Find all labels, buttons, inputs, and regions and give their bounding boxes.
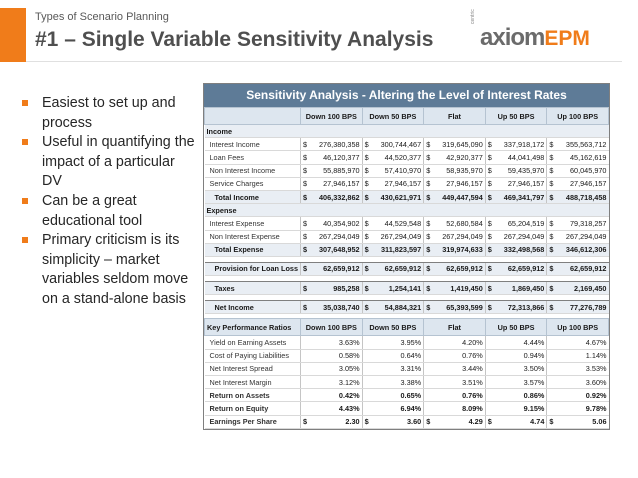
value-cell: 58,935,970	[432, 164, 486, 177]
value-cell: 3.44%	[432, 362, 486, 375]
currency-symbol	[547, 336, 555, 349]
currency-symbol: $	[424, 151, 432, 164]
value-cell: 62,659,912	[555, 262, 609, 275]
currency-symbol: $	[301, 282, 309, 295]
column-header: Flat	[424, 319, 486, 336]
currency-symbol: $	[485, 138, 493, 151]
value-cell: 3.31%	[370, 362, 424, 375]
currency-symbol: $	[362, 190, 370, 203]
currency-symbol: $	[301, 138, 309, 151]
column-header: Key Performance Ratios	[205, 319, 301, 336]
logo-wordmark	[480, 24, 590, 52]
currency-symbol: $	[547, 262, 555, 275]
column-header	[205, 108, 301, 125]
currency-symbol	[362, 349, 370, 362]
value-cell: 62,659,912	[309, 262, 363, 275]
table-row	[205, 282, 609, 295]
table-row	[205, 243, 609, 256]
value-cell: 406,332,862	[309, 190, 363, 203]
value-cell: 3.51%	[432, 376, 486, 389]
table-row	[205, 190, 609, 203]
value-cell: 57,410,970	[370, 164, 424, 177]
value-cell: 27,946,157	[555, 177, 609, 190]
currency-symbol	[301, 376, 309, 389]
section-label: Expense	[205, 204, 609, 217]
value-cell: 346,612,306	[555, 243, 609, 256]
currency-symbol: $	[485, 262, 493, 275]
currency-symbol	[301, 402, 309, 415]
section-row	[205, 125, 609, 138]
currency-symbol: $	[301, 301, 309, 314]
value-cell: 3.60	[370, 415, 424, 428]
value-cell: 3.50%	[493, 362, 547, 375]
column-header: Up 100 BPS	[547, 108, 609, 125]
value-cell: 9.78%	[555, 402, 609, 415]
value-cell: 65,204,519	[493, 217, 547, 230]
logo-suffix: EPM	[544, 27, 590, 50]
bullet-text: Primary criticism is its simplicity – market variables seldom move on a stand-alone basis	[42, 232, 189, 307]
currency-symbol: $	[547, 177, 555, 190]
slide-title: #1 – Single Variable Sensitivity Analysis	[35, 28, 434, 51]
currency-symbol: $	[362, 151, 370, 164]
value-cell: 985,258	[309, 282, 363, 295]
currency-symbol: $	[362, 282, 370, 295]
row-label: Return on Equity	[205, 402, 301, 415]
currency-symbol: $	[485, 217, 493, 230]
table-row	[205, 402, 609, 415]
value-cell: 1.14%	[555, 349, 609, 362]
table-row	[205, 376, 609, 389]
bullet-marker-icon	[22, 198, 28, 204]
table-row	[205, 164, 609, 177]
currency-symbol: $	[301, 415, 309, 428]
bullet-text: Can be a great educational tool	[42, 192, 143, 229]
value-cell: 40,354,902	[309, 217, 363, 230]
value-cell: 62,659,912	[370, 262, 424, 275]
table-row	[205, 389, 609, 402]
currency-symbol: $	[362, 262, 370, 275]
value-cell: 4.43%	[309, 402, 363, 415]
currency-symbol: $	[424, 262, 432, 275]
value-cell: 0.94%	[493, 349, 547, 362]
value-cell: 3.38%	[370, 376, 424, 389]
currency-symbol: $	[547, 190, 555, 203]
value-cell: 44,041,498	[493, 151, 547, 164]
table-header-row	[205, 108, 609, 125]
currency-symbol: $	[362, 217, 370, 230]
column-header: Down 50 BPS	[362, 319, 424, 336]
currency-symbol	[301, 336, 309, 349]
currency-symbol: $	[485, 282, 493, 295]
currency-symbol: $	[547, 164, 555, 177]
table-row	[205, 177, 609, 190]
bullet-marker-icon	[22, 100, 28, 106]
currency-symbol	[485, 402, 493, 415]
value-cell: 337,918,172	[493, 138, 547, 151]
currency-symbol	[424, 402, 432, 415]
value-cell: 45,162,619	[555, 151, 609, 164]
currency-symbol: $	[547, 415, 555, 428]
currency-symbol	[485, 349, 493, 362]
value-cell: 27,946,157	[309, 177, 363, 190]
value-cell: 355,563,712	[555, 138, 609, 151]
currency-symbol	[362, 362, 370, 375]
table-row	[205, 217, 609, 230]
row-label: Non Interest Income	[205, 164, 301, 177]
value-cell: 449,447,594	[432, 190, 486, 203]
value-cell: 267,294,049	[370, 230, 424, 243]
currency-symbol	[424, 336, 432, 349]
currency-symbol: $	[547, 282, 555, 295]
currency-symbol: $	[362, 138, 370, 151]
currency-symbol	[547, 349, 555, 362]
bullet-text: Easiest to set up and process	[42, 95, 176, 131]
value-cell: 3.53%	[555, 362, 609, 375]
value-cell: 488,718,458	[555, 190, 609, 203]
currency-symbol: $	[485, 415, 493, 428]
currency-symbol: $	[485, 164, 493, 177]
currency-symbol	[547, 389, 555, 402]
currency-symbol: $	[301, 262, 309, 275]
row-label: Service Charges	[205, 177, 301, 190]
column-header: Down 50 BPS	[362, 108, 424, 125]
value-cell: 267,294,049	[432, 230, 486, 243]
currency-symbol	[301, 362, 309, 375]
value-cell: 3.12%	[309, 376, 363, 389]
column-header: Up 50 BPS	[485, 108, 547, 125]
column-header: Up 50 BPS	[485, 319, 547, 336]
value-cell: 62,659,912	[493, 262, 547, 275]
currency-symbol: $	[424, 230, 432, 243]
value-cell: 77,276,789	[555, 301, 609, 314]
logo-tag: centric	[470, 9, 476, 24]
table-row	[205, 138, 609, 151]
value-cell: 267,294,049	[309, 230, 363, 243]
value-cell: 79,318,257	[555, 217, 609, 230]
logo-word: axiom	[480, 24, 545, 51]
value-cell: 44,520,377	[370, 151, 424, 164]
row-label: Taxes	[205, 282, 301, 295]
currency-symbol: $	[424, 138, 432, 151]
currency-symbol: $	[301, 217, 309, 230]
row-label: Yield on Earning Assets	[205, 336, 301, 349]
value-cell: 307,648,952	[309, 243, 363, 256]
currency-symbol	[362, 402, 370, 415]
slide-subtitle: Types of Scenario Planning	[35, 11, 169, 23]
bullet-item	[18, 192, 196, 231]
row-label: Total Expense	[205, 243, 301, 256]
currency-symbol: $	[424, 177, 432, 190]
value-cell: 319,974,633	[432, 243, 486, 256]
currency-symbol: $	[424, 243, 432, 256]
table-row	[205, 336, 609, 349]
currency-symbol: $	[362, 301, 370, 314]
currency-symbol: $	[547, 230, 555, 243]
currency-symbol: $	[547, 301, 555, 314]
value-cell: 3.95%	[370, 336, 424, 349]
bullet-list	[18, 94, 196, 310]
kpi-table	[204, 318, 609, 428]
table-row	[205, 349, 609, 362]
value-cell: 0.58%	[309, 349, 363, 362]
table-row	[205, 151, 609, 164]
currency-symbol	[424, 362, 432, 375]
row-label: Loan Fees	[205, 151, 301, 164]
row-label: Net Interest Margin	[205, 376, 301, 389]
value-cell: 72,313,866	[493, 301, 547, 314]
value-cell: 9.15%	[493, 402, 547, 415]
currency-symbol: $	[547, 151, 555, 164]
bullet-text: Useful in quantifying the impact of a particular DV	[42, 134, 195, 190]
currency-symbol	[424, 349, 432, 362]
value-cell: 59,435,970	[493, 164, 547, 177]
column-header: Down 100 BPS	[301, 319, 363, 336]
column-header: Flat	[424, 108, 486, 125]
column-header: Down 100 BPS	[301, 108, 363, 125]
currency-symbol	[301, 349, 309, 362]
currency-symbol: $	[547, 217, 555, 230]
currency-symbol	[362, 336, 370, 349]
currency-symbol: $	[362, 164, 370, 177]
value-cell: 0.86%	[493, 389, 547, 402]
value-cell: 35,038,740	[309, 301, 363, 314]
value-cell: 0.76%	[432, 349, 486, 362]
value-cell: 4.44%	[493, 336, 547, 349]
row-label: Net Interest Spread	[205, 362, 301, 375]
value-cell: 430,621,971	[370, 190, 424, 203]
currency-symbol: $	[424, 282, 432, 295]
currency-symbol	[301, 389, 309, 402]
currency-symbol: $	[547, 138, 555, 151]
row-label: Non Interest Expense	[205, 230, 301, 243]
currency-symbol: $	[301, 243, 309, 256]
value-cell: 44,529,548	[370, 217, 424, 230]
currency-symbol	[485, 389, 493, 402]
currency-symbol: $	[301, 190, 309, 203]
table-row	[205, 230, 609, 243]
row-label: Interest Expense	[205, 217, 301, 230]
value-cell: 54,884,321	[370, 301, 424, 314]
table-row	[205, 262, 609, 275]
section-label: Income	[205, 125, 609, 138]
value-cell: 4.20%	[432, 336, 486, 349]
value-cell: 4.74	[493, 415, 547, 428]
currency-symbol: $	[424, 164, 432, 177]
currency-symbol: $	[301, 151, 309, 164]
accent-bar	[0, 8, 26, 62]
bullet-item	[18, 94, 196, 133]
row-label: Return on Assets	[205, 389, 301, 402]
currency-symbol	[362, 376, 370, 389]
value-cell: 1,254,141	[370, 282, 424, 295]
currency-symbol: $	[362, 230, 370, 243]
value-cell: 311,823,597	[370, 243, 424, 256]
currency-symbol	[485, 376, 493, 389]
currency-symbol: $	[485, 177, 493, 190]
value-cell: 1,869,450	[493, 282, 547, 295]
currency-symbol	[547, 376, 555, 389]
value-cell: 469,341,797	[493, 190, 547, 203]
value-cell: 0.64%	[370, 349, 424, 362]
row-label: Provision for Loan Loss	[205, 262, 301, 275]
currency-symbol: $	[362, 243, 370, 256]
currency-symbol: $	[424, 217, 432, 230]
currency-symbol: $	[485, 190, 493, 203]
value-cell: 3.57%	[493, 376, 547, 389]
currency-symbol: $	[547, 243, 555, 256]
currency-symbol: $	[301, 177, 309, 190]
value-cell: 0.76%	[432, 389, 486, 402]
currency-symbol: $	[362, 177, 370, 190]
currency-symbol: $	[485, 151, 493, 164]
currency-symbol: $	[301, 230, 309, 243]
currency-symbol: $	[424, 190, 432, 203]
currency-symbol: $	[362, 415, 370, 428]
bullet-marker-icon	[22, 237, 28, 243]
table-row	[205, 301, 609, 314]
row-label: Net Income	[205, 301, 301, 314]
value-cell: 62,659,912	[432, 262, 486, 275]
column-header: Up 100 BPS	[547, 319, 609, 336]
value-cell: 0.65%	[370, 389, 424, 402]
currency-symbol	[424, 389, 432, 402]
value-cell: 6.94%	[370, 402, 424, 415]
row-label: Cost of Paying Liabilities	[205, 349, 301, 362]
value-cell: 27,946,157	[370, 177, 424, 190]
currency-symbol	[547, 402, 555, 415]
value-cell: 55,885,970	[309, 164, 363, 177]
currency-symbol: $	[424, 301, 432, 314]
currency-symbol	[485, 336, 493, 349]
value-cell: 4.67%	[555, 336, 609, 349]
row-label: Interest Income	[205, 138, 301, 151]
table-title: Sensitivity Analysis - Altering the Level of Interest Rates	[204, 84, 609, 107]
value-cell: 5.06	[555, 415, 609, 428]
table-row	[205, 415, 609, 428]
currency-symbol: $	[485, 243, 493, 256]
sensitivity-table	[203, 83, 610, 430]
value-cell: 300,744,467	[370, 138, 424, 151]
value-cell: 60,045,970	[555, 164, 609, 177]
income-statement-table	[204, 107, 609, 314]
value-cell: 2,169,450	[555, 282, 609, 295]
value-cell: 42,920,377	[432, 151, 486, 164]
value-cell: 276,380,358	[309, 138, 363, 151]
header-divider	[26, 61, 622, 62]
currency-symbol	[424, 376, 432, 389]
value-cell: 267,294,049	[555, 230, 609, 243]
bullet-marker-icon	[22, 139, 28, 145]
value-cell: 0.42%	[309, 389, 363, 402]
value-cell: 46,120,377	[309, 151, 363, 164]
value-cell: 27,946,157	[493, 177, 547, 190]
value-cell: 4.29	[432, 415, 486, 428]
currency-symbol	[362, 389, 370, 402]
currency-symbol: $	[301, 164, 309, 177]
slide-header	[0, 0, 638, 62]
value-cell: 332,498,568	[493, 243, 547, 256]
value-cell: 3.60%	[555, 376, 609, 389]
value-cell: 3.63%	[309, 336, 363, 349]
currency-symbol	[485, 362, 493, 375]
value-cell: 65,393,599	[432, 301, 486, 314]
currency-symbol: $	[485, 301, 493, 314]
bullet-item	[18, 231, 196, 309]
section-row	[205, 204, 609, 217]
bullet-item	[18, 133, 196, 192]
value-cell: 2.30	[309, 415, 363, 428]
currency-symbol	[547, 362, 555, 375]
value-cell: 0.92%	[555, 389, 609, 402]
value-cell: 27,946,157	[432, 177, 486, 190]
currency-symbol: $	[485, 230, 493, 243]
company-logo	[470, 9, 620, 54]
value-cell: 319,645,090	[432, 138, 486, 151]
table-row	[205, 362, 609, 375]
currency-symbol: $	[424, 415, 432, 428]
row-label: Total Income	[205, 190, 301, 203]
value-cell: 8.09%	[432, 402, 486, 415]
value-cell: 267,294,049	[493, 230, 547, 243]
value-cell: 3.05%	[309, 362, 363, 375]
value-cell: 1,419,450	[432, 282, 486, 295]
row-label: Earnings Per Share	[205, 415, 301, 428]
kpi-header-row	[205, 319, 609, 336]
value-cell: 52,680,584	[432, 217, 486, 230]
